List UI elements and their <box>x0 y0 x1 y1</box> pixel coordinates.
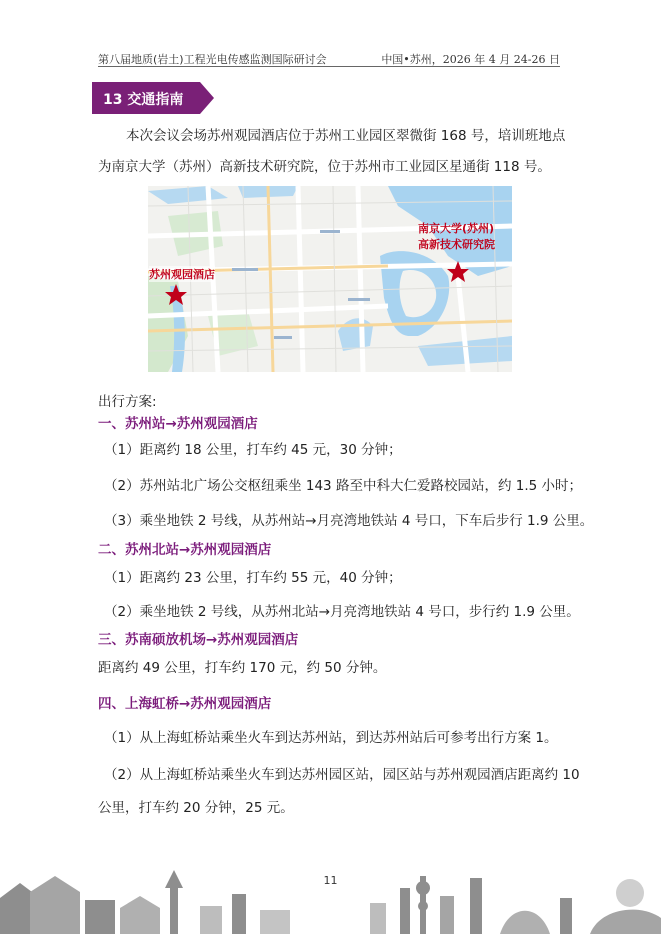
plan-3-item-1: 距离约 49 公里，打车约 170 元，约 50 分钟。 <box>98 660 387 676</box>
header-divider <box>98 66 560 67</box>
plan-4-heading: 四、上海虹桥→苏州观园酒店 <box>98 696 272 712</box>
plan-4-item-3: 公里，打车约 20 分钟，25 元。 <box>98 800 294 816</box>
skyline-footer-illustration <box>0 848 661 934</box>
plan-4-item-2: （2）从上海虹桥站乘坐火车到达苏州园区站，园区站与苏州观园酒店距离约 10 <box>104 767 580 783</box>
plan-1-item-2: （2）苏州站北广场公交枢纽乘坐 143 路至中科大仁爱路校园站，约 1.5 小时； <box>104 478 582 494</box>
plan-2-item-1: （1）距离约 23 公里，打车约 55 元，40 分钟； <box>104 570 402 586</box>
header-conference-title: 第八届地质(岩土)工程光电传感监测国际研讨会 <box>98 53 327 66</box>
plan-3-heading: 三、苏南硕放机场→苏州观园酒店 <box>98 632 299 648</box>
location-map <box>148 186 512 372</box>
plan-1-item-3: （3）乘坐地铁 2 号线，从苏州站→月亮湾地铁站 4 号口，下车后步行 1.9 公里。 <box>104 513 594 529</box>
plan-2-item-2: （2）乘坐地铁 2 号线，从苏州北站→月亮湾地铁站 4 号口，步行约 1.9 公里。 <box>104 604 580 620</box>
header-location-date: 中国•苏州，2026 年 4 月 24-26 日 <box>381 53 560 66</box>
plan-2-heading: 二、苏州北站→苏州观园酒店 <box>98 542 272 558</box>
intro-line-1: 本次会议会场苏州观园酒店位于苏州工业园区翠微街 168 号，培训班地点 <box>126 128 566 144</box>
map-label-hotel: 苏州观园酒店 <box>149 268 215 281</box>
plan-4-item-1: （1）从上海虹桥站乘坐火车到达苏州站，到达苏州站后可参考出行方案 1。 <box>104 730 558 746</box>
map-label-nju-line-1: 南京大学(苏州) <box>418 222 495 235</box>
plans-title: 出行方案: <box>98 394 157 410</box>
intro-line-2: 为南京大学（苏州）高新技术研究院，位于苏州市工业园区星通街 118 号。 <box>98 159 551 175</box>
map-label-nju-line-2: 高新技术研究院 <box>418 238 495 251</box>
section-title: 13 交通指南 <box>103 92 184 108</box>
plan-1-item-1: （1）距离约 18 公里，打车约 45 元，30 分钟； <box>104 442 402 458</box>
plan-1-heading: 一、苏州站→苏州观园酒店 <box>98 416 258 432</box>
page-number: 11 <box>323 874 338 887</box>
